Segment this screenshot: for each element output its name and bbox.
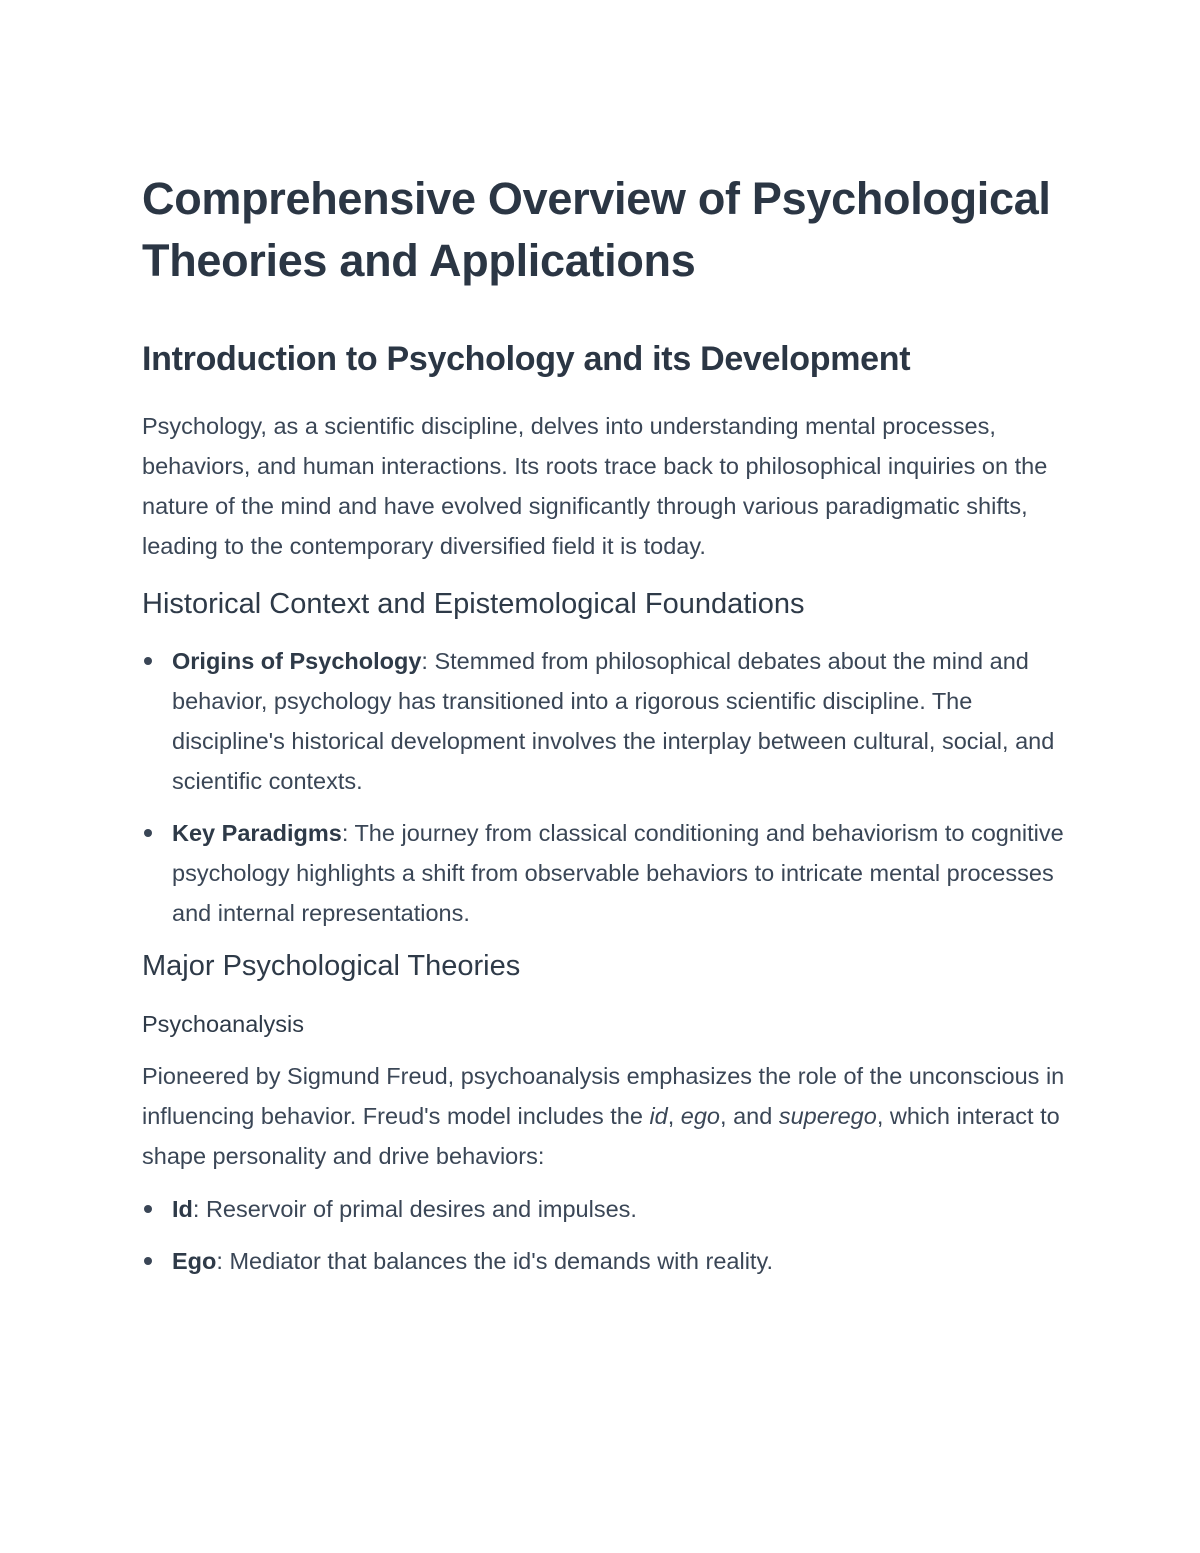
- list-item-text: : The journey from classical conditioning and behaviorism to cognitive psychology highlights a shift from observable behaviors to intricate mental processes and internal representations.: [172, 820, 1064, 926]
- term-ego: ego: [680, 1103, 721, 1129]
- document-title: Comprehensive Overview of Psychological Theories and Applications: [142, 173, 1051, 286]
- bullet-icon: [144, 1205, 152, 1213]
- list-item-origins: [142, 641, 1067, 801]
- bullet-icon: [144, 657, 152, 665]
- list-item-id: [142, 1189, 1067, 1229]
- list-item-label: Ego: [172, 1248, 217, 1274]
- psychoanalysis-heading: Psychoanalysis: [142, 1011, 304, 1037]
- separator: ,: [667, 1103, 681, 1129]
- psychoanalysis-list: [142, 1189, 1067, 1281]
- intro-heading: Introduction to Psychology and its Development: [142, 340, 911, 378]
- paragraph-text: , which interact to shape personality and drive behaviors:: [142, 1103, 1060, 1169]
- historical-list: [142, 641, 1067, 933]
- bullet-icon: [144, 1257, 152, 1265]
- list-item-label: Origins of Psychology: [172, 648, 422, 674]
- list-item-paradigms: [142, 813, 1067, 933]
- list-item-label: Id: [172, 1196, 193, 1222]
- major-theories-heading: Major Psychological Theories: [142, 950, 521, 982]
- bullet-icon: [144, 829, 152, 837]
- list-item-text: : Reservoir of primal desires and impulses.: [192, 1196, 637, 1222]
- separator: , and: [720, 1103, 779, 1129]
- document-content: [142, 168, 1067, 1281]
- paragraph-text: Pioneered by Sigmund Freud, psychoanalysis emphasizes the role of the unconscious in influencing behavior. Freud's model includes the: [142, 1063, 1065, 1129]
- psychoanalysis-paragraph: [142, 1056, 1067, 1176]
- intro-paragraph: Psychology, as a scientific discipline, delves into understanding mental processes, behaviors, and human interactions. Its roots trace back to philosophical inquiries on the nature of the mind and have evolved significantly through various paradigmatic shifts, leading to the contemporary diversified field it is today.: [142, 413, 1048, 559]
- historical-heading: Historical Context and Epistemological Foundations: [142, 588, 805, 620]
- term-superego: superego: [778, 1103, 877, 1129]
- term-id: id: [649, 1103, 668, 1129]
- list-item-ego: [142, 1241, 1067, 1281]
- list-item-label: Key Paradigms: [172, 820, 342, 846]
- list-item-text: : Mediator that balances the id's demands with reality.: [216, 1248, 773, 1274]
- list-item-text: : Stemmed from philosophical debates about the mind and behavior, psychology has transitioned into a rigorous scientific discipline. The discipline's historical development involves the interplay between cultural, social, and scientific contexts.: [172, 648, 1055, 794]
